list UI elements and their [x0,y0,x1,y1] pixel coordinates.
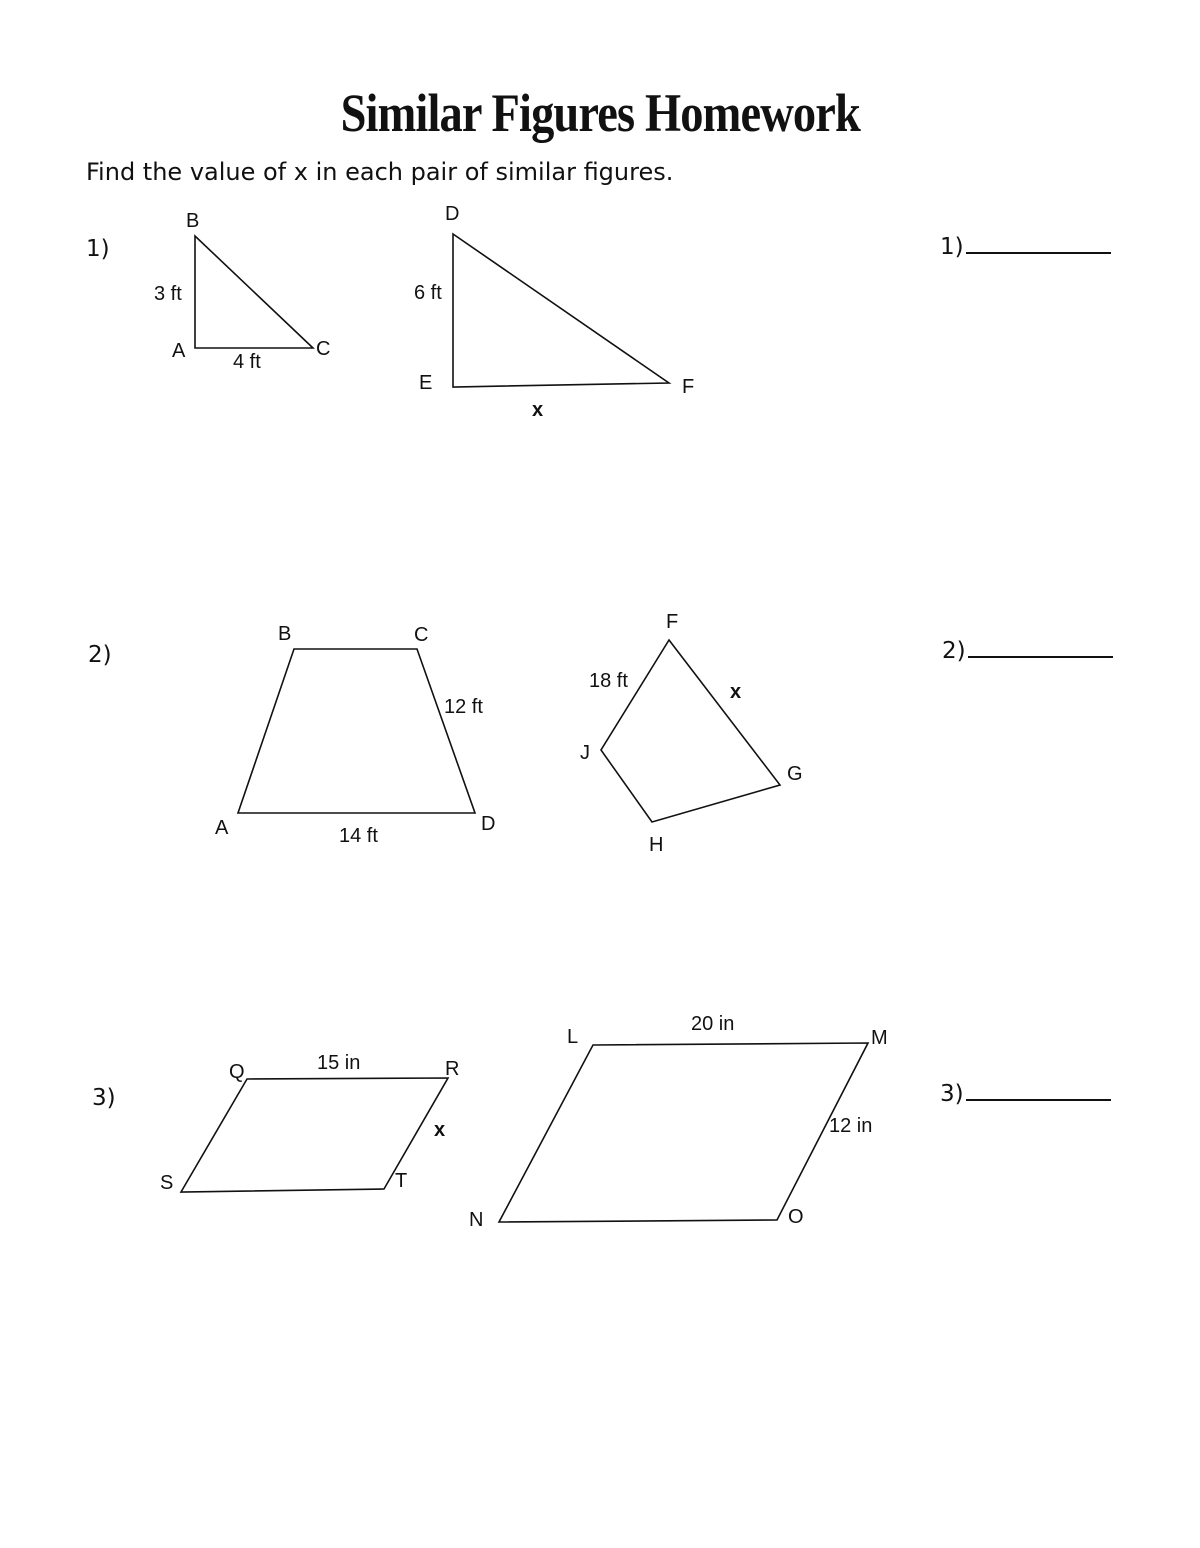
side-label-ac: 4 ft [233,351,261,373]
vertex-label-a: A [172,340,186,362]
vertex-label-q: Q [229,1061,245,1083]
triangle-def-shape [453,234,669,387]
vertex-label-d: D [481,813,496,835]
side-label-fg-x: x [730,681,742,703]
vertex-label-d: D [445,203,460,225]
vertex-label-o: O [788,1206,804,1228]
triangle-abc-shape [195,236,313,348]
parallelogram-qrts [160,1052,459,1194]
side-label-cd: 12 ft [444,696,483,718]
vertex-label-c: C [316,338,331,360]
problem-number-2: 2) [88,642,112,668]
page-title: Similar Figures Homework [340,83,860,143]
vertex-label-l: L [567,1026,579,1048]
vertex-label-a: A [215,817,229,839]
side-label-ef-x: x [532,399,544,421]
answer-label-3: 3) [940,1081,964,1107]
side-label-rt-x: x [434,1119,446,1141]
vertex-label-s: S [160,1172,174,1194]
trapezoid-abcd [215,623,495,847]
vertex-label-j: J [580,742,590,764]
problem-number-3: 3) [92,1085,116,1111]
side-label-fj: 18 ft [589,670,628,692]
side-label-mo: 12 in [829,1115,873,1137]
quadrilateral-fghj-shape [601,640,780,822]
parallelogram-lmon-shape [499,1043,868,1222]
trapezoid-abcd-shape [238,649,475,813]
side-label-qr: 15 in [317,1052,361,1074]
side-label-ad: 14 ft [339,825,378,847]
problem-number-1: 1) [86,236,110,262]
vertex-label-b: B [186,210,200,232]
vertex-label-c: C [414,624,429,646]
vertex-label-f: F [682,376,695,398]
parallelogram-lmon [469,1013,888,1231]
vertex-label-g: G [787,763,803,785]
instructions: Find the value of x in each pair of similar figures. [86,158,674,186]
triangle-abc [154,210,330,373]
vertex-label-h: H [649,834,664,856]
vertex-label-e: E [419,372,433,394]
vertex-label-b: B [278,623,292,645]
parallelogram-qrts-shape [181,1078,448,1192]
side-label-lm: 20 in [691,1013,735,1035]
side-label-ab: 3 ft [154,283,182,305]
answer-label-1: 1) [940,234,964,260]
vertex-label-n: N [469,1209,484,1231]
triangle-def [414,203,694,421]
vertex-label-m: M [871,1027,888,1049]
answer-label-2: 2) [942,638,966,664]
side-label-de: 6 ft [414,282,442,304]
quadrilateral-fghj [580,611,803,856]
vertex-label-t: T [395,1170,408,1192]
vertex-label-r: R [445,1058,460,1080]
vertex-label-f: F [666,611,679,633]
